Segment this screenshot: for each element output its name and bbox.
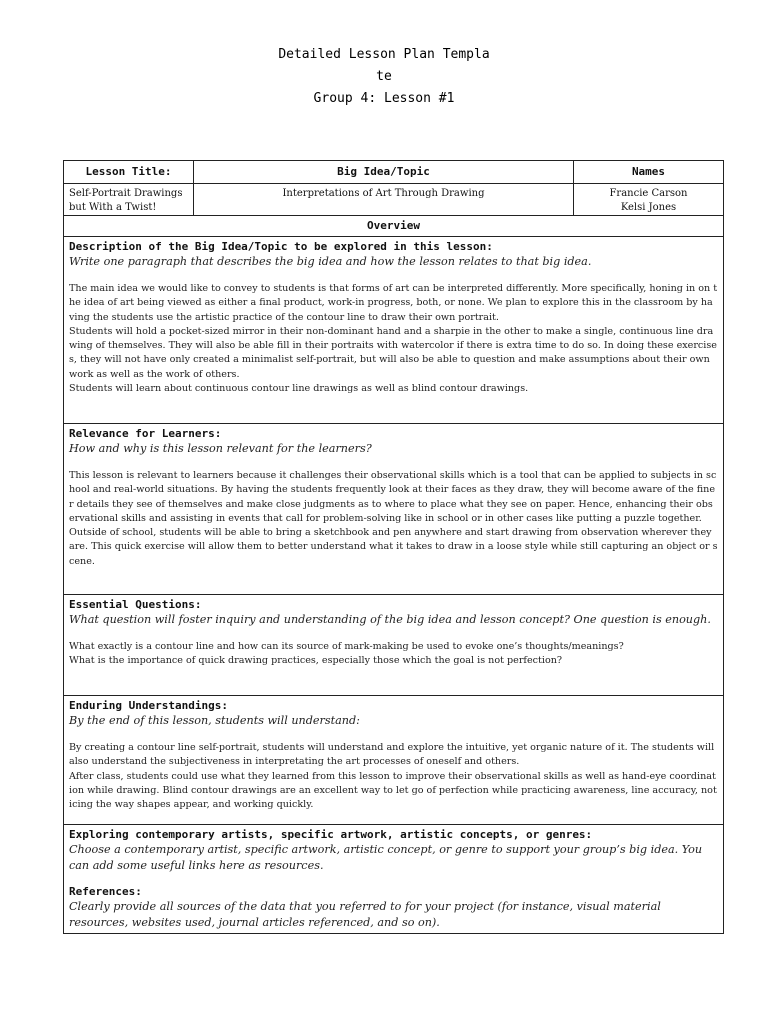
big-idea-value: Interpretations of Art Through Drawing — [194, 184, 574, 216]
enduring-prompt: By the end of this lesson, students will understand: — [69, 714, 360, 727]
essential-prompt: What question will foster inquiry and understanding of the big idea and lesson concept? One question is enough. — [69, 613, 711, 626]
relevance-prompt: How and why is this lesson relevant for the learners? — [69, 442, 372, 455]
exploring-prompt: Choose a contemporary artist, specific artwork, artistic concept, or genre to support your group’s big idea. You can add some useful links here as resources. — [69, 843, 703, 872]
lesson-title-value: Self-Portrait Drawings but With a Twist! — [64, 184, 194, 216]
enduring-body-2: After class, students could use what they learned from this lesson to improve their observational skills as well as hand-eye coordination while drawing. Blind contour drawings are an excellent way to let go of perfection while practicing awareness, line accuracy, noticing the way shapes appear, and working quickly. — [69, 770, 717, 811]
header-row — [64, 161, 724, 184]
essential-heading: Essential Questions: — [69, 598, 202, 611]
description-prompt: Write one paragraph that describes the big idea and how the lesson relates to that big idea. — [69, 255, 592, 268]
description-body-1: The main idea we would like to convey to students is that forms of art can be interpreted differently. More specifically, honing in on the idea of art being viewed as either a final product, work-in progress, both, or none. We plan to explore this in the classroom by having the students use the artistic practice of the contour line to draw their own portrait. — [69, 283, 718, 323]
enduring-row — [64, 696, 724, 825]
big-idea-header: Big Idea/Topic — [194, 161, 574, 184]
references-prompt: Clearly provide all sources of the data that you referred to for your project (for instance, visual material resources, websites used, journal articles referenced, and so on). — [69, 900, 661, 929]
relevance-section — [64, 424, 724, 595]
relevance-heading: Relevance for Learners: — [69, 427, 222, 440]
enduring-section — [64, 696, 724, 825]
title-line-3: Group 4: Lesson #1 — [313, 91, 455, 106]
exploring-row — [64, 825, 724, 934]
lesson-title-header: Lesson Title: — [64, 161, 194, 184]
description-row — [64, 237, 724, 424]
description-section — [64, 237, 724, 424]
title-line-1: Detailed Lesson Plan Templa — [278, 47, 490, 62]
essential-body-1: What exactly is a contour line and how can its source of mark-making be used to evoke one’s thoughts/meanings? — [69, 641, 624, 652]
enduring-body-1: By creating a contour line self-portrait, students will understand and explore the intuitive, yet organic nature of it. The students will also understand the subjectiveness in interpretating the art processes of oneself and others. — [69, 742, 715, 768]
title-line-2: te — [376, 69, 392, 84]
relevance-body-1: This lesson is relevant to learners because it challenges their observational skills which is a tool that can be applied to subjects in school and real-world situations. By having the students frequently look at their faces as they draw, they will become aware of the finer details they see of themselves and make close judgments as to where to place what they see on paper. Hence, enhancing their observational skills and assisting in events that call for problem-solving like in school or in other cases like putting a puzzle together. — [69, 470, 717, 524]
exploring-section — [64, 825, 724, 934]
essential-row — [64, 595, 724, 696]
essential-section — [64, 595, 724, 696]
name-2: Kelsi Jones — [620, 202, 677, 213]
essential-body-2: What is the importance of quick drawing practices, especially those which the goal is not perfection? — [69, 655, 563, 667]
references-heading: References: — [69, 885, 142, 898]
description-heading: Description of the Big Idea/Topic to be explored in this lesson: — [69, 240, 493, 253]
names-value — [574, 184, 724, 216]
overview-label: Overview — [64, 216, 724, 237]
relevance-body-2: Outside of school, students will be able to bring a sketchbook and pen anywhere and start drawing from observation wherever they are. This quick exercise will allow them to better understand what it takes to draw in a loose style while still capturing an object or scene. — [69, 527, 718, 567]
exploring-heading: Exploring contemporary artists, specific artwork, artistic concepts, or genres: — [69, 828, 593, 841]
values-row — [64, 184, 724, 216]
lesson-plan-table — [63, 160, 724, 934]
document-title — [0, 44, 768, 110]
name-1: Francie Carson — [609, 188, 688, 199]
description-body-2: Students will hold a pocket-sized mirror in their non-dominant hand and a sharpie in the other to make a single, continuous line drawing of themselves. They will also be able fill in their portraits with watercolor if there is extra time to do so. In doing these exercises, they will not have only created a minimalist self-portrait, but will also be able to question and make assumptions about their own work as well as the work of others. — [69, 325, 717, 380]
overview-row — [64, 216, 724, 237]
enduring-heading: Enduring Understandings: — [69, 699, 228, 712]
relevance-row — [64, 424, 724, 595]
description-body-3: Students will learn about continuous contour line drawings as well as blind contour drawings. — [69, 383, 529, 395]
names-header: Names — [574, 161, 724, 184]
